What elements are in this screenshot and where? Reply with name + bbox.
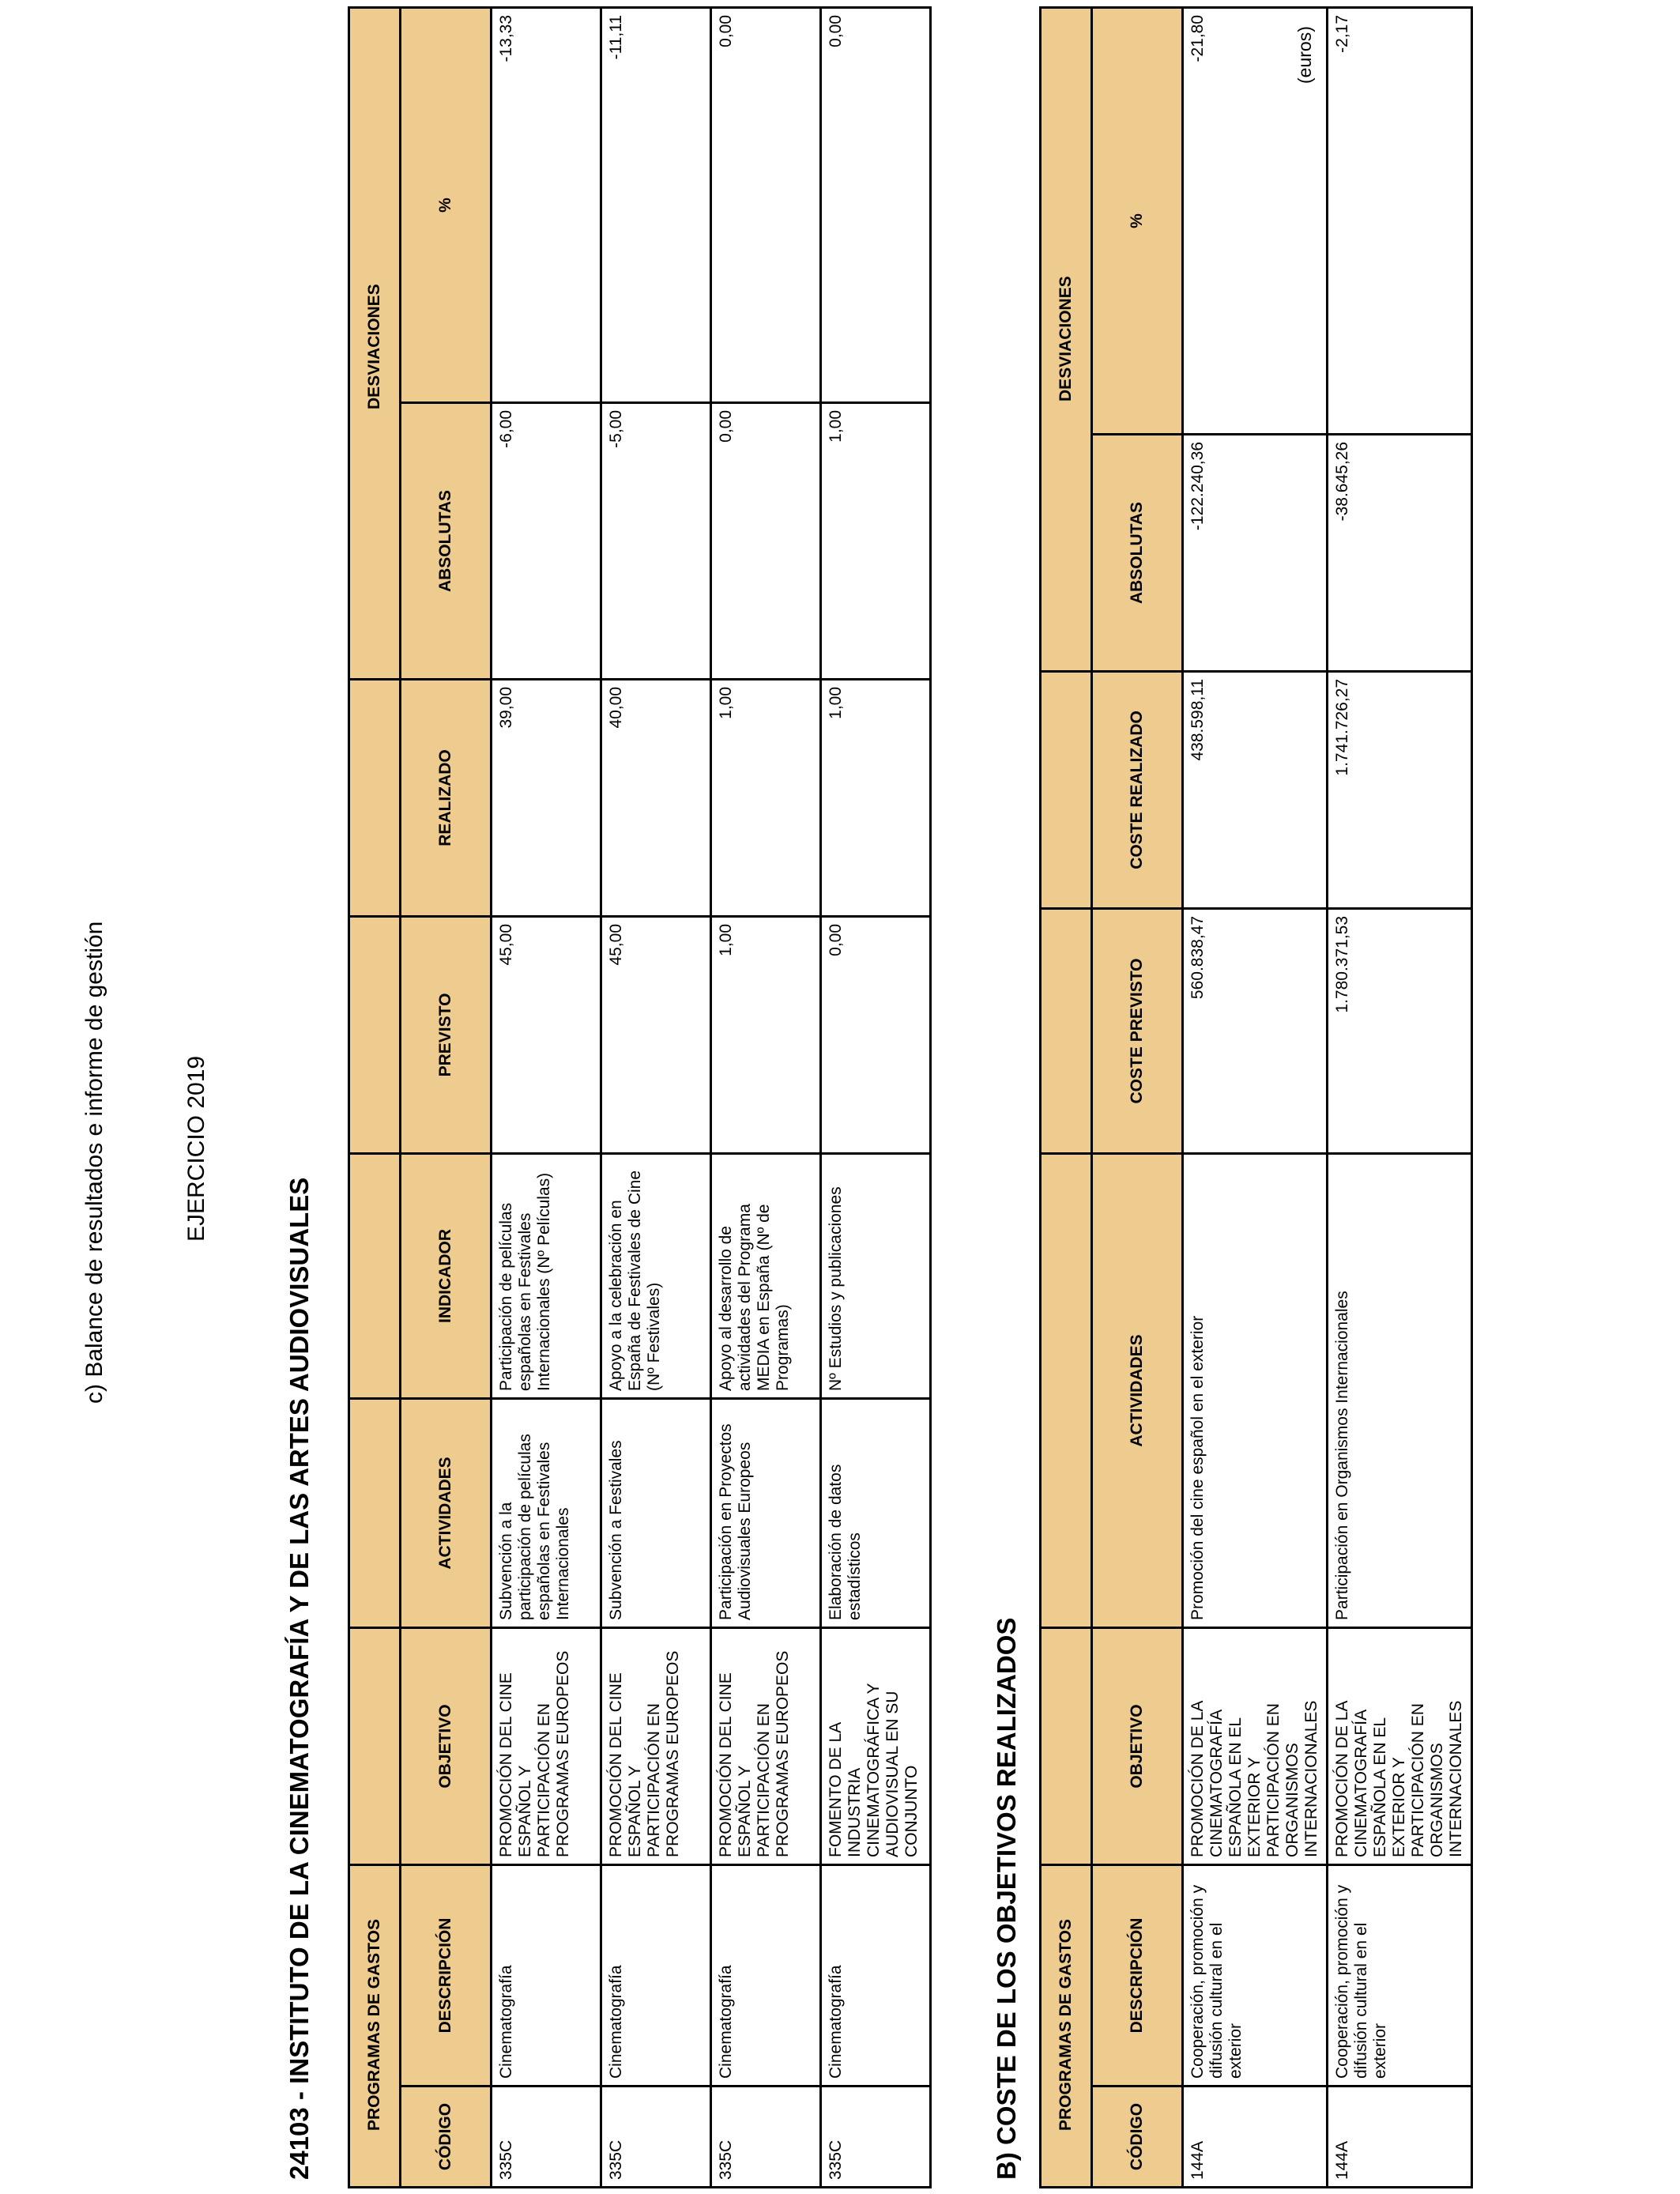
group-spacer bbox=[1041, 908, 1092, 1153]
group-spacer bbox=[349, 1627, 401, 1864]
group-spacer bbox=[1041, 1153, 1092, 1627]
col-header-porcentaje: % bbox=[401, 7, 492, 402]
cell-coste-realizado: 1.741.726,27 bbox=[1328, 671, 1472, 908]
table-row bbox=[1183, 7, 1328, 2187]
group-programs-header: PROGRAMAS DE GASTOS bbox=[349, 1864, 401, 2187]
cost-table bbox=[1039, 6, 1473, 2188]
cell-descripcion: Cinematografía bbox=[492, 1864, 601, 2086]
col-header-objetivo: OBJETIVO bbox=[401, 1627, 492, 1864]
table-row bbox=[711, 7, 821, 2187]
results-table bbox=[348, 6, 932, 2188]
table-row bbox=[601, 7, 711, 2187]
cell-absolutas: -5,00 bbox=[601, 402, 711, 679]
col-header-absolutas: ABSOLUTAS bbox=[1092, 434, 1183, 671]
cell-descripcion: Cinematografía bbox=[601, 1864, 711, 2086]
cell-descripcion: Cooperación, promoción y difusión cultural en el exterior bbox=[1328, 1864, 1472, 2086]
col-header-descripcion: DESCRIPCIÓN bbox=[1092, 1864, 1183, 2086]
cell-codigo: 335C bbox=[821, 2087, 931, 2188]
table-row bbox=[492, 7, 601, 2187]
cell-actividades: Elaboración de datos estadísticos bbox=[821, 1398, 931, 1627]
page-title: c) Balance de resultados e informe de gestión bbox=[81, 921, 107, 1404]
cell-actividades: Subvención a la participación de películas españolas en Festivales Internacionales bbox=[492, 1398, 601, 1627]
cell-porcentaje: -21,80 bbox=[1183, 7, 1328, 434]
table-b-group-row bbox=[1041, 7, 1092, 2187]
cell-porcentaje: 0,00 bbox=[711, 7, 821, 402]
cell-absolutas: 0,00 bbox=[711, 402, 821, 679]
cell-previsto: 45,00 bbox=[492, 916, 601, 1153]
cell-actividades: Subvención a Festivales bbox=[601, 1398, 711, 1627]
cell-absolutas: -6,00 bbox=[492, 402, 601, 679]
cell-porcentaje: -2,17 bbox=[1328, 7, 1472, 434]
cell-codigo: 335C bbox=[711, 2087, 821, 2188]
cell-objetivo: FOMENTO DE LA INDUSTRIA CINEMATOGRÁFICA Y AUDIOVISUAL EN SU CONJUNTO bbox=[821, 1627, 931, 1864]
currency-unit: (euros) bbox=[1294, 26, 1315, 84]
col-header-coste-previsto: COSTE PREVISTO bbox=[1092, 908, 1183, 1153]
col-header-indicador: INDICADOR bbox=[401, 1153, 492, 1398]
cell-porcentaje: -13,33 bbox=[492, 7, 601, 402]
group-spacer bbox=[349, 1398, 401, 1627]
cell-porcentaje: -11,11 bbox=[601, 7, 711, 402]
cell-codigo: 335C bbox=[601, 2087, 711, 2188]
col-header-codigo: CÓDIGO bbox=[1092, 2087, 1183, 2188]
group-spacer bbox=[349, 916, 401, 1153]
group-spacer bbox=[1041, 671, 1092, 908]
col-header-descripcion: DESCRIPCIÓN bbox=[401, 1864, 492, 2086]
group-spacer bbox=[349, 1153, 401, 1398]
cell-codigo: 144A bbox=[1183, 2087, 1328, 2188]
cell-descripcion: Cinematografía bbox=[821, 1864, 931, 2086]
group-spacer bbox=[349, 679, 401, 916]
group-deviations-header: DESVIACIONES bbox=[1041, 7, 1092, 671]
cell-previsto: 1,00 bbox=[711, 916, 821, 1153]
cell-absolutas: 1,00 bbox=[821, 402, 931, 679]
group-spacer bbox=[1041, 1627, 1092, 1864]
institute-title: 24103 - INSTITUTO DE LA CINEMATOGRAFÍA Y DE LAS ARTES AUDIOVISUALES bbox=[284, 1177, 314, 2180]
cell-indicador: Nº Estudios y publicaciones bbox=[821, 1153, 931, 1398]
group-deviations-header: DESVIACIONES bbox=[349, 7, 401, 679]
table-row bbox=[1328, 7, 1472, 2187]
col-header-realizado: REALIZADO bbox=[401, 679, 492, 916]
table-a-group-row bbox=[349, 7, 401, 2187]
cell-objetivo: PROMOCIÓN DEL CINE ESPAÑOL Y PARTICIPACIÓN EN PROGRAMAS EUROPEOS bbox=[492, 1627, 601, 1864]
exercise-year: EJERCICIO 2019 bbox=[183, 1055, 209, 1242]
table-b-header-row bbox=[1092, 7, 1183, 2187]
cell-coste-previsto: 1.780.371,53 bbox=[1328, 908, 1472, 1153]
cell-objetivo: PROMOCIÓN DEL CINE ESPAÑOL Y PARTICIPACIÓN EN PROGRAMAS EUROPEOS bbox=[711, 1627, 821, 1864]
cell-realizado: 39,00 bbox=[492, 679, 601, 916]
table-a-header-row bbox=[401, 7, 492, 2187]
cell-actividades: Promoción del cine español en el exterior bbox=[1183, 1153, 1328, 1627]
cell-codigo: 335C bbox=[492, 2087, 601, 2188]
col-header-objetivo: OBJETIVO bbox=[1092, 1627, 1183, 1864]
cell-actividades: Participación en Organismos Internacionales bbox=[1328, 1153, 1472, 1627]
cell-previsto: 0,00 bbox=[821, 916, 931, 1153]
cell-indicador: Apoyo a la celebración en España de Festivales de Cine (Nº Festivales) bbox=[601, 1153, 711, 1398]
group-programs-header: PROGRAMAS DE GASTOS bbox=[1041, 1864, 1092, 2187]
col-header-absolutas: ABSOLUTAS bbox=[401, 402, 492, 679]
cell-indicador: Participación de películas españolas en Festivales Internacionales (Nº Películas) bbox=[492, 1153, 601, 1398]
cell-absolutas: -122.240,36 bbox=[1183, 434, 1328, 671]
cell-coste-realizado: 438.598,11 bbox=[1183, 671, 1328, 908]
section-b-title: B) COSTE DE LOS OBJETIVOS REALIZADOS bbox=[992, 1617, 1021, 2180]
cell-porcentaje: 0,00 bbox=[821, 7, 931, 402]
cell-objetivo: PROMOCIÓN DE LA CINEMATOGRAFÍA ESPAÑOLA EN EL EXTERIOR Y PARTICIPACIÓN EN ORGANISMOS INTERNACIONALES bbox=[1183, 1627, 1328, 1864]
col-header-actividades: ACTIVIDADES bbox=[401, 1398, 492, 1627]
cell-descripcion: Cinematografía bbox=[711, 1864, 821, 2086]
cell-absolutas: -38.645,26 bbox=[1328, 434, 1472, 671]
col-header-previsto: PREVISTO bbox=[401, 916, 492, 1153]
col-header-codigo: CÓDIGO bbox=[401, 2087, 492, 2188]
cell-actividades: Participación en Proyectos Audiovisuales Europeos bbox=[711, 1398, 821, 1627]
col-header-actividades: ACTIVIDADES bbox=[1092, 1153, 1183, 1627]
table-row bbox=[821, 7, 931, 2187]
cell-previsto: 45,00 bbox=[601, 916, 711, 1153]
cell-objetivo: PROMOCIÓN DE LA CINEMATOGRAFÍA ESPAÑOLA EN EL EXTERIOR Y PARTICIPACIÓN EN ORGANISMOS INTERNACIONALES bbox=[1328, 1627, 1472, 1864]
cell-realizado: 40,00 bbox=[601, 679, 711, 916]
cell-coste-previsto: 560.838,47 bbox=[1183, 908, 1328, 1153]
cell-codigo: 144A bbox=[1328, 2087, 1472, 2188]
cell-realizado: 1,00 bbox=[711, 679, 821, 916]
col-header-coste-realizado: COSTE REALIZADO bbox=[1092, 671, 1183, 908]
cell-descripcion: Cooperación, promoción y difusión cultural en el exterior bbox=[1183, 1864, 1328, 2086]
col-header-porcentaje: % bbox=[1092, 7, 1183, 434]
cell-objetivo: PROMOCIÓN DEL CINE ESPAÑOL Y PARTICIPACIÓN EN PROGRAMAS EUROPEOS bbox=[601, 1627, 711, 1864]
cell-realizado: 1,00 bbox=[821, 679, 931, 916]
cell-indicador: Apoyo al desarrollo de actividades del Programa MEDIA en España (Nº de Programas) bbox=[711, 1153, 821, 1398]
